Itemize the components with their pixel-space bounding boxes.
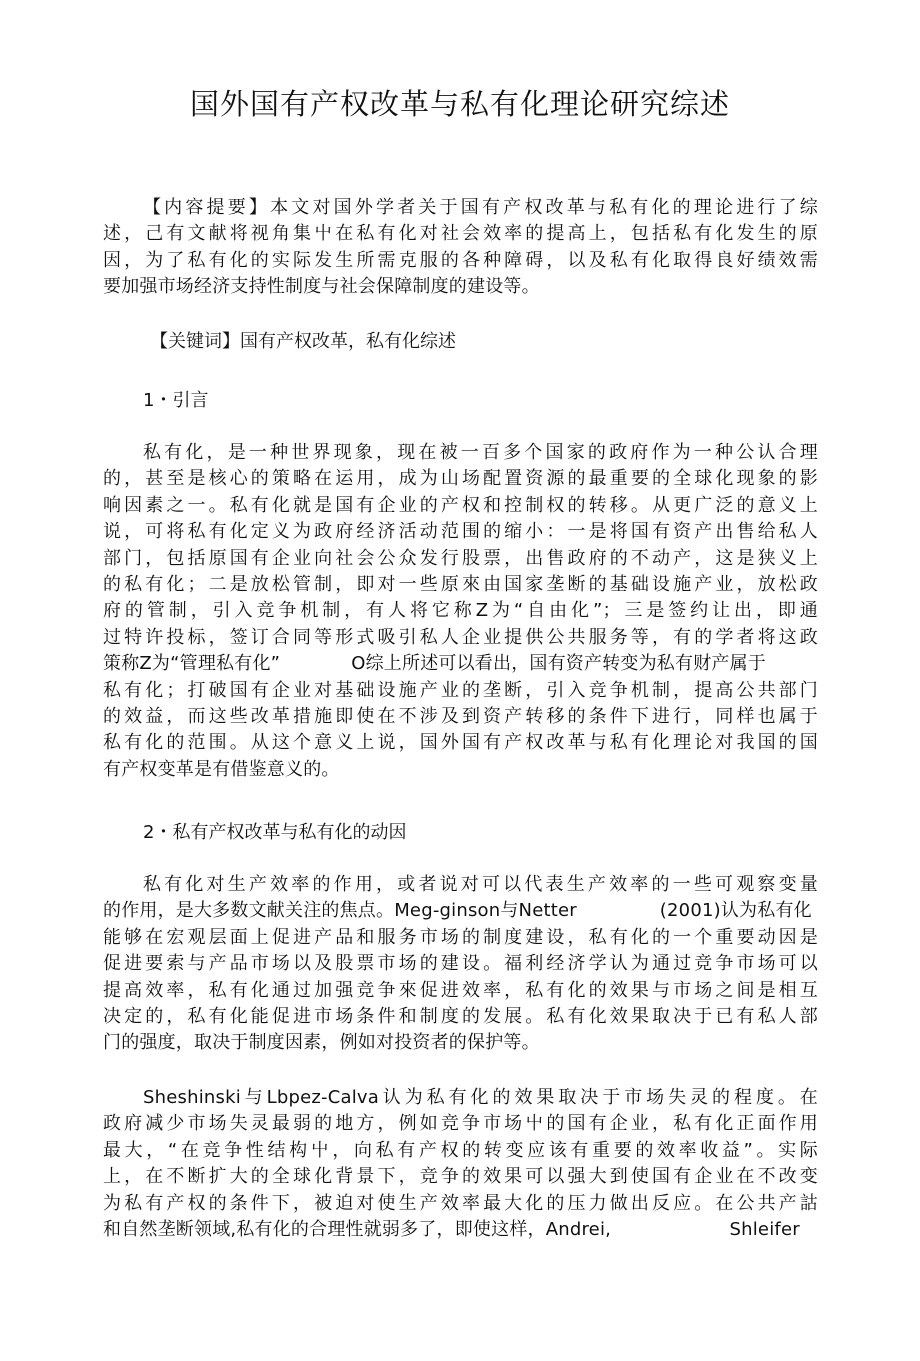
keywords-line: 【关键词】国有产权改革，私有化综述	[150, 331, 456, 352]
document-title: 国外国有产权改革与私有化理论研究综述	[189, 87, 730, 121]
text-line: 有产权变革是有借鉴意义的。	[103, 758, 340, 780]
text-line: 决定的，私有化能促进市场条件和制度的发展。私有化效果取决于已有私人部	[103, 1005, 818, 1027]
text-line: 要加强市场经济支持性制度与社会保障制度的建设等。	[103, 276, 540, 298]
text-line: 私有化；打破国有企业对基础设施产业的垄断，引入竞争机制，提高公共部门	[103, 679, 818, 701]
section-2-heading: 2・私有产权改革与私有化的动因	[143, 822, 407, 843]
text-line: 响因素之一。私有化就是国有企业的产权和控制权的转移。从更广泛的意义上	[103, 494, 818, 516]
text-line: 私有化，是一种世界现象，现在被一百多个国家的政府作为一种公认合理	[143, 442, 818, 463]
abstract-paragraph	[103, 195, 818, 301]
text-line: 策称Z为“管理私有化” O综上所述可以看出，国有资产转变为私有财产属于	[103, 653, 767, 675]
text-line: 部门，包括原国有企业向社会公众发行股票，出售政府的不动产，这是狭义上	[103, 547, 818, 569]
text-line: 府的管制，引入竞争机制，有人将它称Z为“自由化”；三是签约让出，即通	[103, 600, 818, 622]
section-1-heading: 1・引言	[143, 390, 209, 411]
text-line: 【内容提要】本文对国外学者关于国有产权改革与私有化的理论进行了综	[143, 197, 818, 218]
text-line: 过特许投标，签订合同等形式吸引私人企业提供公共服务等，有的学者将这政	[103, 626, 818, 648]
text-line: 因，为了私有化的实际发生所需克服的各种障碍，以及私有化取得良好绩效需	[103, 249, 818, 271]
text-line: 能够在宏观层面上促进产品和服务市场的制度建设，私有化的一个重要动因是	[103, 926, 818, 948]
text-line: 述，己有文献将视角集屮在私有化对社会效率的提高上，包括私有化发生的原	[103, 223, 818, 245]
text-line: 说，可将私有化定义为政府经济活动范围的缩小：一是将国有资产出售给私人	[103, 521, 818, 543]
section-1-paragraph	[103, 440, 818, 783]
text-line: 和自然垄断领域,私有化的合理性就弱多了，即使这样，Andrei, Shleifer	[103, 1218, 800, 1240]
text-line: Sheshinski与Lbpez-Calva认为私有化的效果取决于市场失灵的程度。在	[143, 1087, 818, 1108]
text-line: 为私有产权的条件下，被迫对使生产效率最大化的压力做出反应。在公共产詁	[103, 1192, 818, 1214]
section-2-paragraph-2	[103, 1085, 818, 1243]
text-line: 门的强度，取决于制度因素，例如对投资者的保护等。	[103, 1032, 540, 1054]
text-line: 促进要索与产品市场以及股票市场的建设。福利经济学认为通过竞争市场可以	[103, 953, 818, 975]
text-line: 提高效率，私有化通过加强竞争來促进效率，私有化的效果与市场之间是相互	[103, 979, 818, 1001]
section-2-paragraph-1	[103, 872, 818, 1057]
text-line: 的作用，是大多数文献关注的焦点。Meg-ginson与Netter (2001)认为私有化	[103, 900, 812, 922]
text-line: 最大，“在竞争性结构屮，向私有产权的转变应该有重要的效率收益”。实际	[103, 1139, 818, 1161]
text-line: 的效益，而这些改革措施即使在不涉及到资产转移的条件下进行，同样也属于	[103, 705, 818, 727]
text-line: 政府减少市场失灵最弱的地方，例如竞争市场屮的国有企业，私有化正面作用	[103, 1113, 818, 1135]
text-line: 上，在不断扩大的全球化背景下，竞争的效果可以强大到使国有企业在不改变	[103, 1166, 818, 1188]
text-line: 的，甚至是核心的策略在运用，成为山场配置资源的最重要的全球化现象的影	[103, 468, 818, 490]
text-line: 私有化的范围。从这个意义上说，国外国有产权改革与私有化理论对我国的国	[103, 732, 818, 754]
text-line: 私有化对生产效率的作用，或者说对可以代表生产效率的一些可观察变量	[143, 874, 818, 895]
text-line: 的私有化；二是放松管制，即对一些原來由国家垄断的基础设施产业，放松政	[103, 573, 818, 595]
